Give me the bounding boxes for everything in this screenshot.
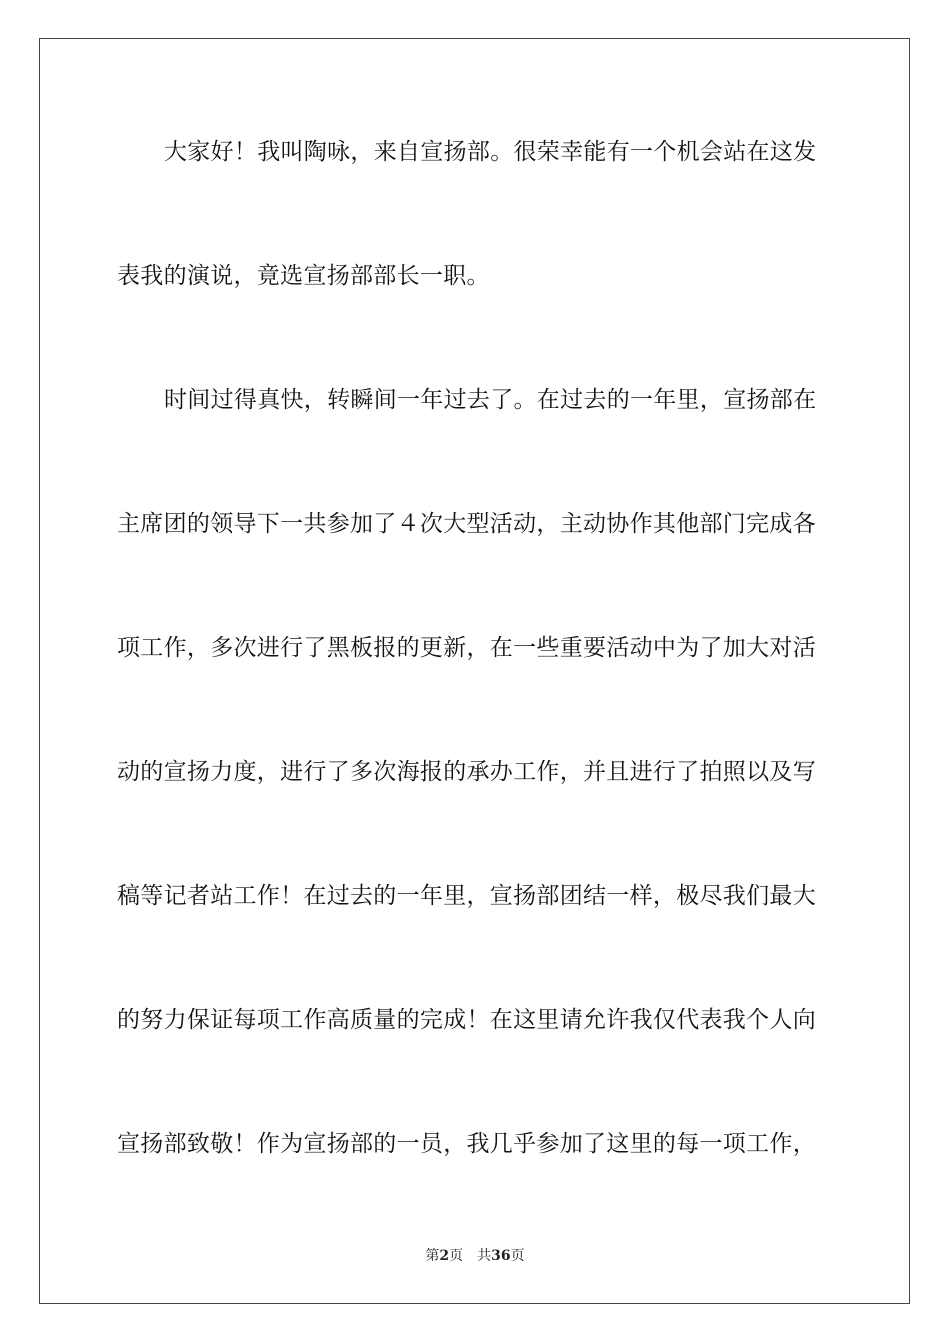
paragraph-2-line-6: 的努力保证每项工作高质量的完成！在这里请允许我仅代表我个人向 xyxy=(117,1007,816,1033)
page-footer xyxy=(0,1247,950,1265)
paragraph-2-line-7: 宣扬部致敬！作为宣扬部的一员，我几乎参加了这里的每一项工作， xyxy=(117,1131,816,1157)
paragraph-1-line-2: 表我的演说，竟选宣扬部部长一职。 xyxy=(117,263,490,289)
page-number: 2 xyxy=(439,1248,450,1264)
page-suffix: 页 xyxy=(449,1248,464,1264)
paragraph-1-line-1: 大家好！我叫陶咏，来自宣扬部。很荣幸能有一个机会站在这发 xyxy=(164,139,817,165)
paragraph-2-line-5: 稿等记者站工作！在过去的一年里，宣扬部团结一样，极尽我们最大 xyxy=(117,883,816,909)
page-prefix: 第 xyxy=(425,1248,440,1264)
paragraph-2-line-1: 时间过得真快，转瞬间一年过去了。在过去的一年里，宣扬部在 xyxy=(164,387,817,413)
total-prefix: 共 xyxy=(477,1248,492,1264)
total-pages: 36 xyxy=(491,1248,511,1264)
total-suffix: 页 xyxy=(510,1248,525,1264)
paragraph-2-line-4: 动的宣扬力度，进行了多次海报的承办工作，并且进行了拍照以及写 xyxy=(117,759,816,785)
paragraph-2-line-2: 主席团的领导下一共参加了４次大型活动，主动协作其他部门完成各 xyxy=(117,511,816,537)
paragraph-2-line-3: 项工作，多次进行了黑板报的更新，在一些重要活动中为了加大对活 xyxy=(117,635,816,661)
page-frame xyxy=(39,38,910,1304)
